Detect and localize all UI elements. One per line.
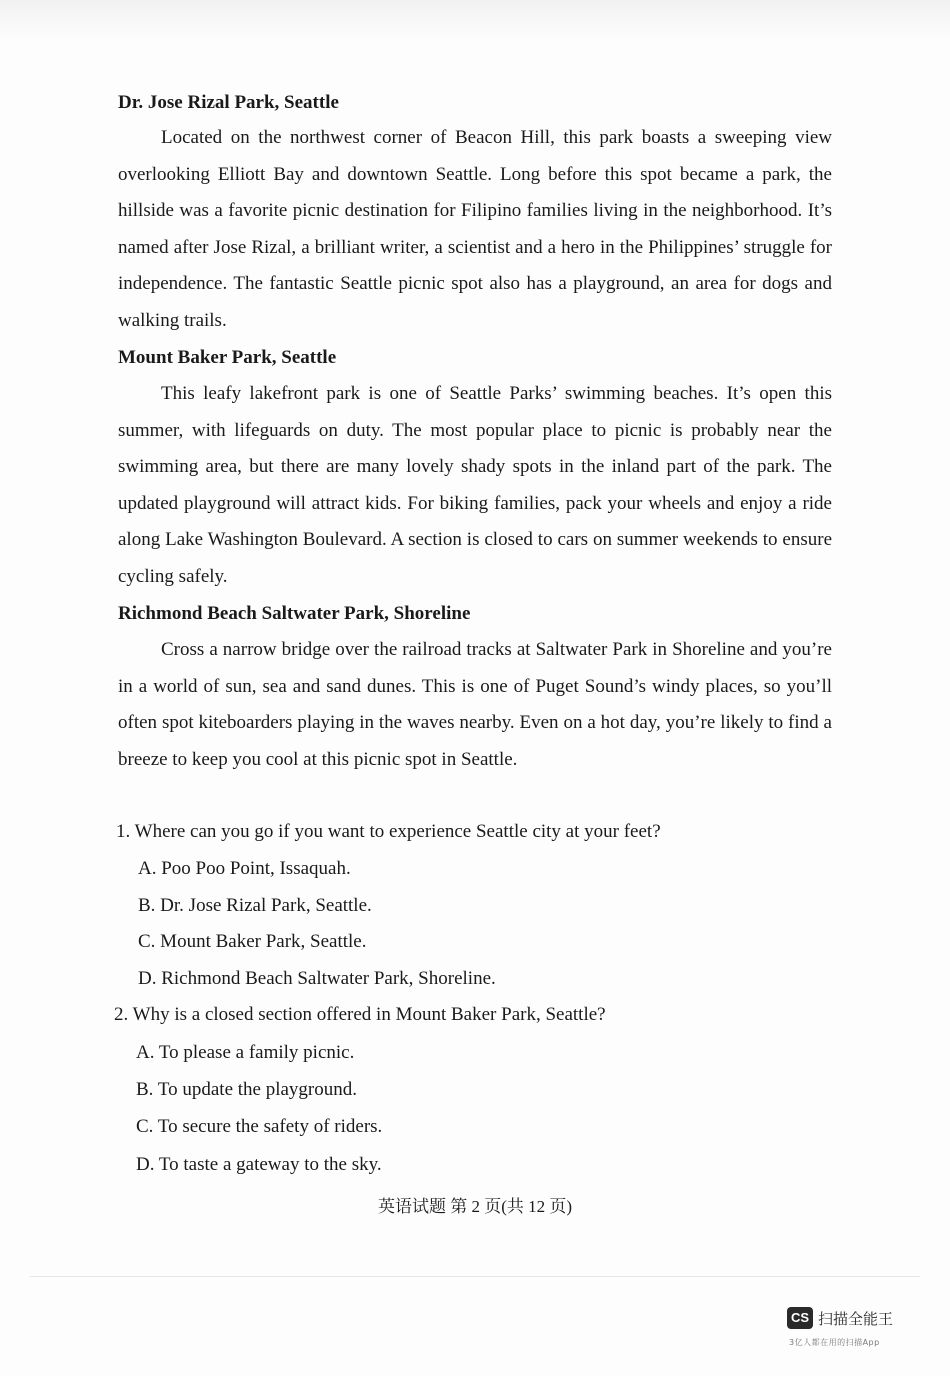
section-heading-richmond: Richmond Beach Saltwater Park, Shoreline — [118, 603, 471, 624]
section-body-mount-baker: This leafy lakefront park is one of Seattle Parks’ swimming beaches. It’s open this summer, with lifeguards on duty. The most popular place to picnic is probably near the swimming area, but there are many lovely shady spots in the inland part of the park. The updated playground will attract kids. For biking families, pack your wheels and enjoy a ride along Lake Washington Boulevard. A section is closed to cars on summer weekends to ensure cycling safely. — [118, 383, 832, 587]
watermark-app-name: 扫描全能王 — [818, 1310, 894, 1328]
question-1-option-c: C. Mount Baker Park, Seattle. — [138, 931, 367, 952]
page-bottom-divider — [30, 1276, 920, 1277]
section-heading-rizal: Dr. Jose Rizal Park, Seattle — [118, 92, 339, 113]
question-2-stem: 2. Why is a closed section offered in Mount Baker Park, Seattle? — [114, 1004, 606, 1025]
question-1-stem: 1. Where can you go if you want to experience Seattle city at your feet? — [116, 821, 661, 842]
watermark-tagline: 3亿人都在用的扫描App — [789, 1338, 880, 1347]
question-1-option-a: A. Poo Poo Point, Issaquah. — [138, 858, 351, 879]
camscanner-watermark — [787, 1307, 907, 1351]
question-2-option-d: D. To taste a gateway to the sky. — [136, 1154, 382, 1175]
question-1-option-b: B. Dr. Jose Rizal Park, Seattle. — [138, 895, 372, 916]
scan-shadow — [0, 0, 950, 40]
section-body-rizal: Located on the northwest corner of Beacon Hill, this park boasts a sweeping view overlooking Elliott Bay and downtown Seattle. Long before this spot became a park, the hillside was a favorite picnic destination for Filipino families living in the neighborhood. It’s named after Jose Rizal, a brilliant writer, a scientist and a hero in the Philippines’ struggle for independence. The fantastic Seattle picnic spot also has a playground, an area for dogs and walking trails. — [118, 127, 832, 331]
section-heading-mount-baker: Mount Baker Park, Seattle — [118, 347, 337, 368]
question-2-option-a: A. To please a family picnic. — [136, 1042, 355, 1063]
camscanner-logo-icon: CS — [787, 1307, 813, 1329]
question-2-option-c: C. To secure the safety of riders. — [136, 1116, 383, 1137]
section-body-richmond: Cross a narrow bridge over the railroad tracks at Saltwater Park in Shoreline and you’re in a world of sun, sea and sand dunes. This is one of Puget Sound’s windy places, so you’ll often spot kiteboarders playing in the waves nearby. Even on a hot day, you’re likely to find a breeze to keep you cool at this picnic spot in Seattle. — [118, 639, 832, 770]
page-footer: 英语试题 第 2 页(共 12 页) — [377, 1197, 573, 1216]
question-1-option-d: D. Richmond Beach Saltwater Park, Shoreline. — [138, 968, 496, 989]
question-2-option-b: B. To update the playground. — [136, 1079, 358, 1100]
